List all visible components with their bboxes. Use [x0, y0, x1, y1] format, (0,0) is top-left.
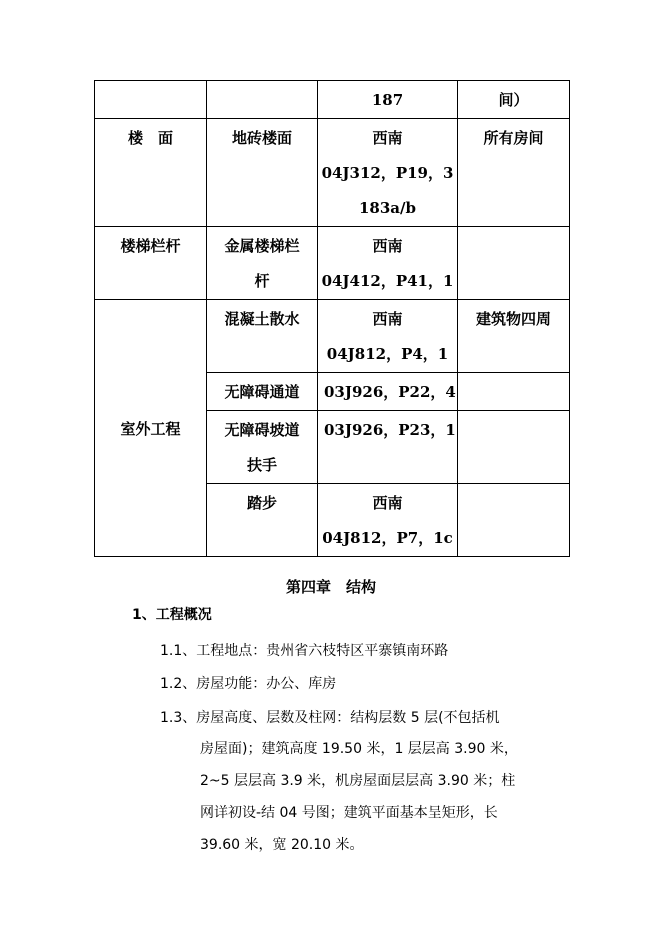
cell-text: 西南	[372, 494, 403, 512]
table-cell	[318, 119, 458, 227]
cell-text: 04J812，P7，1c	[322, 529, 453, 547]
table-cell	[458, 373, 570, 411]
table-cell: 所有房间	[458, 119, 570, 227]
chapter-title: 第四章 结构	[285, 578, 376, 596]
table-cell: 间）	[458, 81, 570, 119]
paragraph-line: 网详初设-结 04 号图；建筑平面基本呈矩形，长	[200, 805, 498, 821]
table-cell	[95, 81, 207, 119]
cell-text: 03J926，P23，1	[324, 421, 456, 439]
cell-text: 西南	[372, 129, 403, 147]
table-cell	[318, 411, 458, 484]
table-row	[95, 300, 570, 373]
table-row	[95, 119, 570, 227]
table-cell	[207, 300, 318, 373]
table-row	[95, 81, 570, 119]
cell-text: 杆	[254, 272, 270, 290]
paragraph-item: 1.1、工程地点：贵州省六枝特区平寨镇南环路	[160, 643, 449, 659]
table-cell	[318, 81, 458, 119]
table-cell	[207, 119, 318, 227]
table-row	[95, 227, 570, 300]
cell-text: 03J926，P22，4	[324, 383, 456, 401]
spec-table	[94, 80, 570, 557]
table-cell	[318, 484, 458, 557]
paragraph-item: 1.3、房屋高度、层数及柱网：结构层数 5 层(不包括机	[160, 710, 500, 726]
cell-text: 西南	[372, 310, 403, 328]
cell-text: 混凝土散水	[224, 310, 300, 328]
table-cell	[207, 81, 318, 119]
cell-text: 地砖楼面	[231, 129, 292, 147]
cell-text: 187	[371, 91, 404, 109]
cell-text: 西南	[372, 237, 403, 255]
table-cell: 室外工程	[95, 300, 207, 557]
cell-text: 扶手	[246, 456, 277, 474]
paragraph-line: 2~5 层层高 3.9 米，机房屋面层层高 3.90 米；柱	[200, 773, 516, 789]
table-cell	[458, 411, 570, 484]
cell-text: 04J812，P4，1	[326, 345, 449, 363]
table-cell: 楼梯栏杆	[95, 227, 207, 300]
table-cell	[458, 227, 570, 300]
cell-text: 04J312，P19，3	[321, 164, 454, 182]
cell-text: 183a/b	[359, 199, 416, 217]
paragraph-item: 1.2、房屋功能：办公、库房	[160, 676, 337, 692]
table-cell	[318, 373, 458, 411]
cell-text: 04J412，P41，1	[321, 272, 454, 290]
table-cell	[207, 411, 318, 484]
cell-text: 金属楼梯栏	[224, 237, 300, 255]
table-cell	[318, 227, 458, 300]
table-cell	[207, 227, 318, 300]
table-cell	[318, 300, 458, 373]
table-cell	[207, 484, 318, 557]
cell-text: 无障碍坡道	[224, 421, 300, 439]
cell-text: 无障碍通道	[224, 383, 300, 401]
table-cell	[207, 373, 318, 411]
paragraph-line: 39.60 米，宽 20.10 米。	[200, 837, 364, 853]
table-cell	[458, 484, 570, 557]
table-cell: 楼 面	[95, 119, 207, 227]
cell-text: 踏步	[246, 494, 277, 512]
table-cell: 建筑物四周	[458, 300, 570, 373]
section-title: 1、工程概况	[132, 607, 212, 623]
paragraph-line: 房屋面)；建筑高度 19.50 米，1 层层高 3.90 米，	[200, 741, 518, 757]
